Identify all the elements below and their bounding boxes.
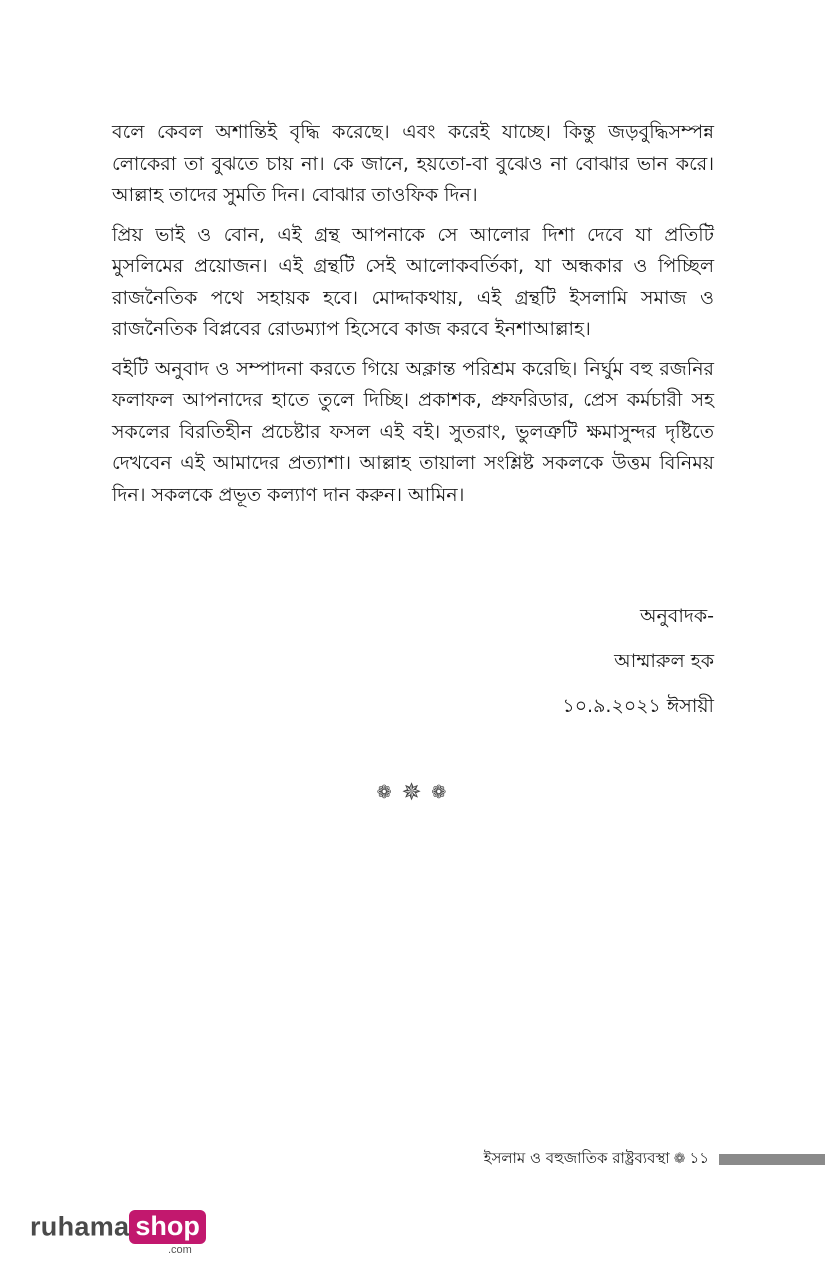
footer-bar (719, 1154, 825, 1165)
star-ornament-icon: ✵ (401, 778, 424, 806)
signature-name: আম্মারুল হক (614, 650, 714, 672)
section-ornament (0, 776, 825, 804)
logo-shop-badge: shop (129, 1210, 206, 1244)
paragraph: প্রিয় ভাই ও বোন, এই গ্রন্থ আপনাকে সে আলোর দিশা দেবে যা প্রতিটি মুসলিমের প্রয়োজন। এই গ্রন্থটি সেই আলোকবর্তিকা, যা অন্ধকার ও পিচ্ছিল রাজনৈতিক পথে সহায়ক হবে। মোদ্দাকথায়, এই গ্রন্থটি ইসলামি সমাজ ও রাজনৈতিক বিপ্লবের রোডম্যাপ হিসেবে কাজ করবে ইনশাআল্লাহ। (112, 223, 714, 340)
logo-wordmark: ruhama (30, 1211, 130, 1242)
page-footer (484, 1147, 825, 1171)
flower-ornament-icon: ❁ (431, 782, 449, 803)
signature-role: অনুবাদক- (639, 605, 714, 627)
page-number: ১১ (689, 1148, 709, 1167)
flower-separator-icon: ❁ (673, 1151, 686, 1167)
ruhamashop-logo (30, 1210, 206, 1260)
paragraph: বইটি অনুবাদ ও সম্পাদনা করতে গিয়ে অক্লান্ত পরিশ্রম করেছি। নির্ঘুম বহু রজনির ফলাফল আপনাদের হাতে তুলে দিচ্ছি। প্রকাশক, প্রুফরিডার, প্রেস কর্মচারী সহ সকলের বিরতিহীন প্রচেষ্টার ফসল এই বই। সুতরাং, ভুলত্রুটি ক্ষমাসুন্দর দৃষ্টিতে দেখবেন এই আমাদের প্রত্যাশা। আল্লাহ তায়ালা সংশ্লিষ্ট সকলকে উত্তম বিনিময় দিন। সকলকে প্রভূত কল্যাণ দান করুন। আমিন। (112, 357, 714, 506)
flower-ornament-icon: ❁ (376, 782, 394, 803)
paragraph: বলে কেবল অশান্তিই বৃদ্ধি করেছে। এবং করেই যাচ্ছে। কিন্তু জড়বুদ্ধিসম্পন্ন লোকেরা তা বুঝতে চায় না। কে জানে, হয়তো-বা বুঝেও না বোঝার ভান করে। আল্লাহ তাদের সুমতি দিন। বোঝার তাওফিক দিন। (112, 121, 714, 206)
body-text (112, 117, 714, 519)
running-title: ইসলাম ও বহুজাতিক রাষ্ট্রব্যবস্থা (483, 1148, 670, 1167)
signature-date: ১০.৯.২০২১ ঈসায়ী (562, 695, 714, 717)
translator-signature (562, 594, 714, 729)
logo-domain: .com (168, 1244, 192, 1256)
